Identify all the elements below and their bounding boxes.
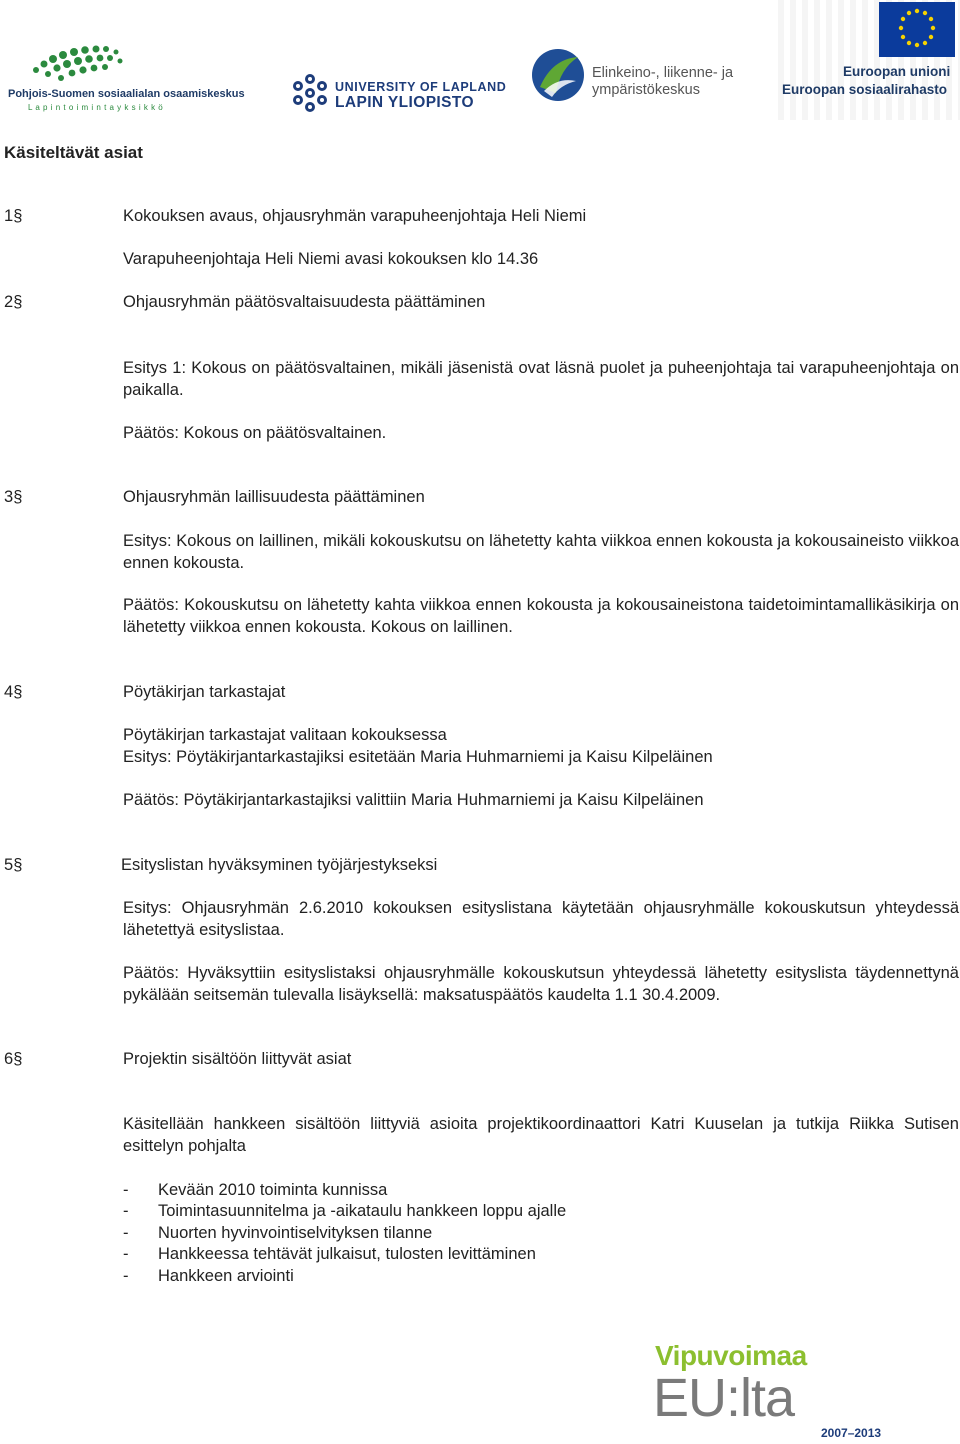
university-name-en: UNIVERSITY OF LAPLAND [335,80,507,94]
eulta-text: EU:lta [653,1368,795,1428]
section-mark: § [13,207,23,225]
section-number [4,681,22,703]
paragraph: Varapuheenjohtaja Heli Niemi avasi kokouksen klo 14.36 [123,250,539,268]
bullet-dash: - [123,1267,129,1285]
section-heading: Esityslistan hyväksyminen työjärjestykseksi [121,856,438,874]
university-name-fi: LAPIN YLIOPISTO [335,94,474,111]
list-item: Hankkeessa tehtävät julkaisut, tulosten levittäminen [158,1245,536,1263]
paragraph: Esitys 1: Kokous on päätösvaltainen, mikäli jäsenistä ovat läsnä puolet ja puheenjohtaja tai varapuheenjohtaja on paikalla. [123,359,959,399]
section-number [4,486,22,508]
logo-eu [778,0,960,120]
section-mark: § [13,856,23,874]
section-mark: § [13,293,23,311]
section-number-value: 1 [4,207,14,225]
page-title: Käsiteltävät asiat [4,143,143,162]
section-number-value: 4 [4,683,14,701]
section-heading: Ohjausryhmän laillisuudesta päättäminen [123,488,425,506]
esf-name: Euroopan sosiaalirahasto [782,82,948,97]
paragraph: Päätös: Hyväksyttiin esityslistaksi ohjausryhmälle kokouskutsun yhteydessä lähetetty esityslista täydennettynä pykälään seitsemän tulevalla lisäyksellä: maksatuspäätös kaudelta 1.1 30.4.2009. [123,964,959,1004]
list-item: Toimintasuunnitelma ja -aikataulu hankkeen loppu ajalle [158,1202,567,1220]
paragraph: Päätös: Kokouskutsu on lähetetty kahta viikkoa ennen kokousta ja kokousaineistona taidetoimintamallikäsikirja on lähetetty viikkoa ennen kokousta. Kokous on laillinen. [123,596,959,636]
logo-ely [530,47,755,107]
pohjois-suomi-name: Pohjois-Suomen sosiaalialan osaamiskeskus [8,88,245,100]
eu-flag-icon [879,2,955,57]
paragraph: Esitys: Kokous on laillinen, mikäli kokouskutsu on lähetetty kahta viikkoa ennen kokousta ja kokousaineisto viikkoa ennen kokousta. [123,532,959,572]
list-item: Nuorten hyvinvointiselvityksen tilanne [158,1224,433,1242]
paragraph: Pöytäkirjan tarkastajat valitaan kokouksessa [123,726,447,744]
paragraph: Päätös: Kokous on päätösvaltainen. [123,424,387,442]
pohjois-suomi-unit: L a p i n t o i m i n t a y k s i k k ö [28,103,164,112]
ely-emblem-icon [530,47,586,103]
list-item: Kevään 2010 toiminta kunnissa [158,1181,388,1199]
section-number-value: 5 [4,856,14,874]
list-item: Hankkeen arviointi [158,1267,294,1285]
section-number [4,854,22,876]
paragraph: Esitys: Pöytäkirjantarkastajiksi esitetään Maria Huhmarniemi ja Kaisu Kilpeläinen [123,748,713,766]
section-number-value: 2 [4,293,14,311]
paragraph: Esitys: Ohjausryhmän 2.6.2010 kokouksen esityslistana käytetään ohjausryhmälle kokouskutsun yhteydessä lähetettyä esityslistaa. [123,899,959,939]
section-number-value: 3 [4,488,14,506]
section-heading: Ohjausryhmän päätösvaltaisuudesta päättäminen [123,293,486,311]
section-number-value: 6 [4,1050,14,1068]
section-number [4,1048,22,1070]
section-number [4,291,22,313]
paragraph: Käsitellään hankkeen sisältöön liittyviä asioita projektikoordinaattori Katri Kuuselan ja tutkija Riikka Sutisen esittelyn pohjalta [123,1115,959,1155]
period-text: 2007–2013 [821,1426,882,1440]
section-heading: Pöytäkirjan tarkastajat [123,683,286,701]
logo-university-of-lapland [290,70,505,120]
dots-logo-icon [26,40,136,86]
section-heading: Projektin sisältöön liittyvät asiat [123,1050,352,1068]
bullet-dash: - [123,1181,129,1199]
paragraph: Päätös: Pöytäkirjantarkastajiksi valittiin Maria Huhmarniemi ja Kaisu Kilpeläinen [123,791,704,809]
eu-name: Euroopan unioni [843,64,951,79]
bullet-dash: - [123,1224,129,1242]
section-mark: § [13,1050,23,1068]
bullet-dash: - [123,1245,129,1263]
section-mark: § [13,683,23,701]
section-heading: Kokouksen avaus, ohjausryhmän varapuheenjohtaja Heli Niemi [123,207,587,225]
vipuvoimaa-text: Vipuvoimaa [655,1340,807,1371]
logo-vipuvoimaa [655,1340,895,1440]
bullet-dash: - [123,1202,129,1220]
section-mark: § [13,488,23,506]
ely-name-line2: ympäristökeskus [592,82,700,98]
logo-pohjois-suomi [8,40,270,115]
snowflake-icon [290,72,330,114]
ely-name-line1: Elinkeino-, liikenne- ja [592,65,734,81]
section-number [4,205,22,227]
